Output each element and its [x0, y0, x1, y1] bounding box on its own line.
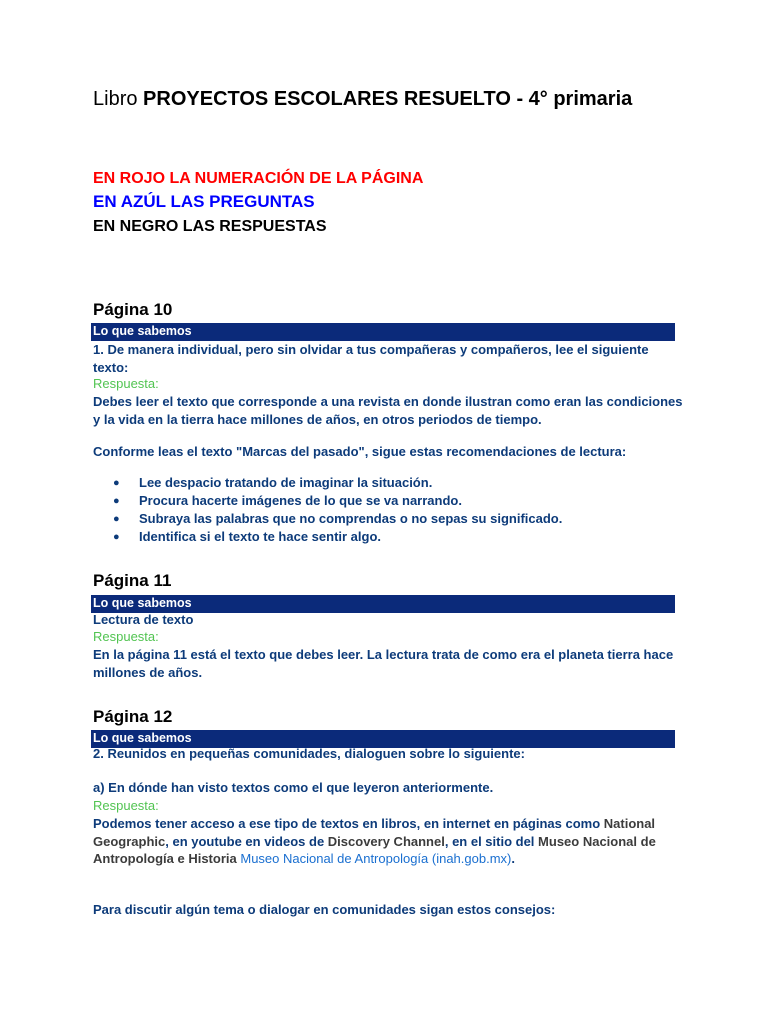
source-name: National Geographic [93, 816, 656, 849]
response-label: Respuesta: [93, 629, 159, 644]
bullet-icon: ● [113, 513, 120, 525]
answer-text: Podemos tener acceso a ese tipo de textos en libros, en internet en páginas como National Geographic, en youtube en videos de Discovery Channel, en el sitio del Museo Nacional de Antropología e Historia Museo Nacional de Antropología (inah.gob.mx). [93, 816, 656, 866]
response-label: Respuesta: [93, 798, 159, 813]
question-text: 2. Reunidos en pequeñas comunidades, dialoguen sobre lo siguiente: [93, 746, 525, 761]
answer-text: En la página 11 está el texto que debes leer. La lectura trata de como era el planeta tierra hace millones de años. [93, 647, 674, 680]
recommendation-list [113, 474, 562, 546]
question-text: Lectura de texto [93, 612, 194, 627]
list-item: ● Procura hacerte imágenes de lo que se va narrando. [113, 493, 462, 508]
page-heading-12: Página 12 [93, 707, 173, 726]
page-heading-10: Página 10 [93, 300, 173, 319]
subquestion-text: a) En dónde han visto textos como el que leyeron anteriormente. [93, 780, 494, 795]
legend-black: EN NEGRO LAS RESPUESTAS [93, 218, 327, 235]
bullet-icon: ● [113, 495, 120, 507]
section-bar: Lo que sabemos [91, 323, 675, 341]
section-bar: Lo que sabemos [91, 595, 675, 613]
title-prefix: Libro [93, 88, 138, 110]
instruction-text: Conforme leas el texto "Marcas del pasado", sigue estas recomendaciones de lectura: [93, 444, 627, 459]
closing-text: Para discutir algún tema o dialogar en comunidades sigan estos consejos: [93, 902, 556, 917]
section-bar: Lo que sabemos [91, 730, 675, 748]
bullet-icon: ● [113, 477, 120, 489]
list-item: ● Subraya las palabras que no comprendas o no sepas su significado. [113, 511, 563, 526]
question-text: 1. De manera individual, pero sin olvidar a tus compañeras y compañeros, lee el siguiente texto: [93, 342, 649, 375]
legend-red: EN ROJO LA NUMERACIÓN DE LA PÁGINA [93, 170, 424, 187]
document-title [93, 84, 653, 114]
response-label: Respuesta: [93, 376, 159, 391]
source-name: Discovery Channel [327, 833, 445, 849]
list-item: ● Identifica si el texto te hace sentir algo. [113, 529, 382, 544]
inah-link[interactable]: Museo Nacional de Antropología (inah.gob.mx) [240, 851, 512, 866]
page-heading-11: Página 11 [93, 571, 172, 590]
legend-blue: EN AZÚL LAS PREGUNTAS [93, 192, 315, 211]
title-main: PROYECTOS ESCOLARES RESUELTO - 4° primaria [143, 88, 633, 110]
answer-text: Debes leer el texto que corresponde a una revista en donde ilustran como eran las condiciones y la vida en la tierra hace millones de años, en otros periodos de tiempo. [93, 394, 683, 427]
list-item: ● Lee despacio tratando de imaginar la situación. [113, 475, 433, 490]
bullet-icon: ● [113, 531, 120, 543]
source-name: Museo Nacional de Antropología e Historia [93, 833, 656, 866]
